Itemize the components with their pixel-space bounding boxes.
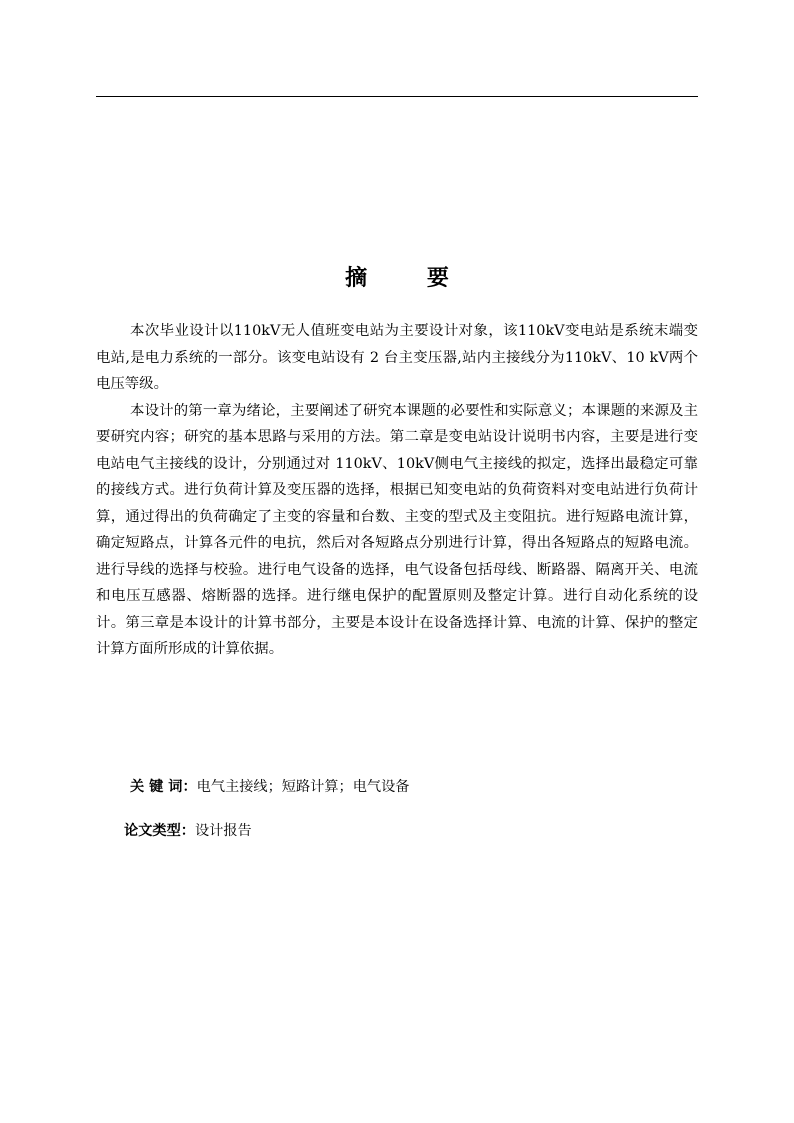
keywords-line [130, 777, 409, 797]
abstract-paragraph-1: 本次毕业设计以110kV无人值班变电站为主要设计对象，该110kV变电站是系统末端变电站,是电力系统的一部分。该变电站设有 2 台主变压器,站内主接线分为110kV、10 kV两个电压等级。 [96, 323, 698, 392]
paper-type-line [124, 821, 252, 841]
page-title: 摘 要 [345, 265, 475, 291]
keywords-label: 关 键 词： [130, 779, 197, 795]
abstract-body [96, 318, 698, 663]
header-rule [96, 96, 698, 97]
paper-type-value: 设计报告 [194, 823, 252, 839]
paper-type-label: 论文类型： [124, 823, 195, 839]
abstract-paragraph-2: 本设计的第一章为绪论，主要阐述了研究本课题的必要性和实际意义；本课题的来源及主要研究内容；研究的基本思路与采用的方法。第二章是变电站设计说明书内容，主要是进行变电站电气主接线的设计，分别通过对 110kV、10kV侧电气主接线的拟定，选择出最稳定可靠的接线方式。进行负荷计算及变压器的选择，根据已知变电站的负荷资料对变电站进行负荷计算，通过得出的负荷确定了主变的容量和台数、主变的型式及主变阻抗。进行短路电流计算，确定短路点，计算各元件的电抗，然后对各短路点分别进行计算，得出各短路点的短路电流。进行导线的选择与校验。进行电气设备的选择，电气设备包括母线、断路器、隔离开关、电流和电压互感器、熔断器的选择。进行继电保护的配置原则及整定计算。进行自动化系统的设计。第三章是本设计的计算书部分，主要是本设计在设备选择计算、电流的计算、保护的整定计算方面所形成的计算依据。 [96, 402, 698, 657]
keywords-value: 电气主接线；短路计算；电气设备 [196, 779, 410, 795]
